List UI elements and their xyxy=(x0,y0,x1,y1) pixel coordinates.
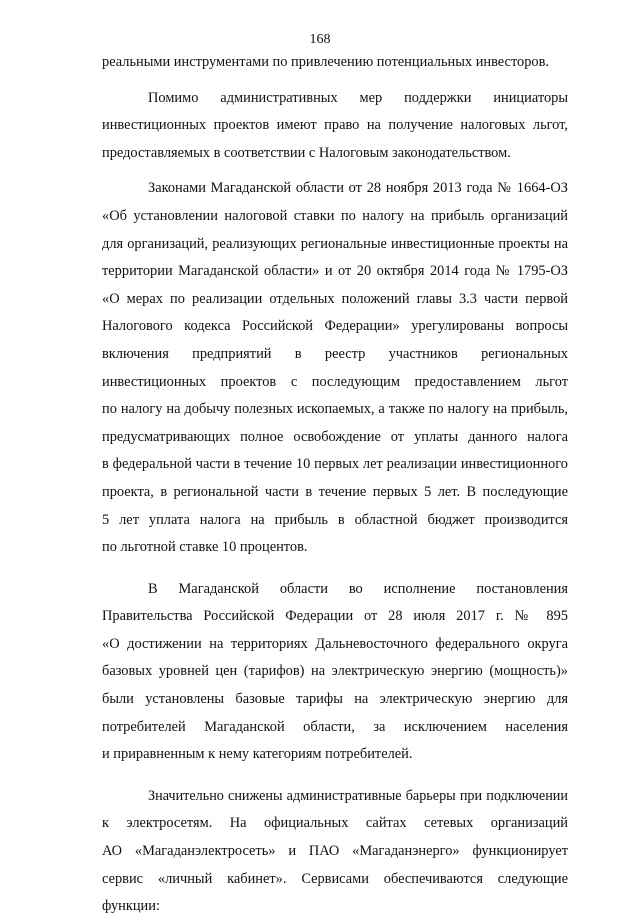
text-line: реальными инструментами по привлечению потенциальных инвесторов. xyxy=(102,54,550,70)
text-line: были установлены базовые тарифы на электрическую энергию для xyxy=(102,691,568,708)
text-line: предоставляемых в соответствии с Налоговым законодательством. xyxy=(102,144,511,161)
text-line: проекта, в региональной части в течение первых 5 лет. В последующие xyxy=(102,483,568,500)
text-line: «О достижении на территориях Дальневосточного федерального округа xyxy=(102,635,568,652)
document-body xyxy=(102,49,568,921)
paragraph-tax-benefits xyxy=(102,85,568,168)
text-line: потребителей Магаданской области, за исключением населения xyxy=(102,718,568,735)
text-line: АО «Магаданэлектросеть» и ПАО «Магаданэнерго» функционирует xyxy=(102,843,568,860)
text-line: сервис «личный кабинет». Сервисами обеспечиваются следующие xyxy=(102,870,568,887)
text-line: Правительства Российской Федерации от 28 июля 2017 г. № 895 xyxy=(102,608,568,625)
text-line: функции: xyxy=(102,898,160,915)
text-line: 5 лет уплата налога на прибыль в областной бюджет производится xyxy=(102,511,568,528)
page-number: 168 xyxy=(309,32,331,47)
text-line: «Об установлении налоговой ставки по налогу на прибыль организаций xyxy=(102,207,568,224)
text-line: территории Магаданской области» и от 20 октября 2014 года № 1795-ОЗ xyxy=(102,263,568,280)
text-line: «О мерах по реализации отдельных положений главы 3.3 части первой xyxy=(102,290,568,307)
paragraph-grid-connection xyxy=(102,783,568,921)
paragraph-continuation xyxy=(102,49,568,77)
paragraph-electricity-tariffs xyxy=(102,576,568,769)
text-line: инвестиционных проектов с последующим предоставлением льгот xyxy=(102,373,568,390)
text-line: Налогового кодекса Российской Федерации» урегулированы вопросы xyxy=(102,318,568,335)
text-line: инвестиционных проектов имеют право на получение налоговых льгот, xyxy=(102,117,568,134)
text-line: включения предприятий в реестр участников региональных xyxy=(102,345,568,362)
paragraph-regional-laws xyxy=(102,175,568,561)
text-line: предусматривающих полное освобождение от уплаты данного налога xyxy=(102,428,568,445)
text-line: Значительно снижены административные барьеры при подключении xyxy=(148,787,568,804)
text-line: В Магаданской области во исполнение постановления xyxy=(148,580,568,597)
text-line: к электросетям. На официальных сайтах сетевых организаций xyxy=(102,815,568,832)
text-line: для организаций, реализующих региональные инвестиционные проекты на xyxy=(102,235,568,252)
text-line: и приравненным к нему категориям потребителей. xyxy=(102,746,413,763)
text-line: по льготной ставке 10 процентов. xyxy=(102,539,308,556)
text-line: базовых уровней цен (тарифов) на электрическую энергию (мощность)» xyxy=(102,663,568,680)
text-line: Законами Магаданской области от 28 ноября 2013 года № 1664-ОЗ xyxy=(148,180,568,197)
text-line: Помимо административных мер поддержки инициаторы xyxy=(148,89,568,106)
text-line: в федеральной части в течение 10 первых лет реализации инвестиционного xyxy=(102,456,568,473)
text-line: по налогу на добычу полезных ископаемых, а также по налогу на прибыль, xyxy=(102,401,568,418)
